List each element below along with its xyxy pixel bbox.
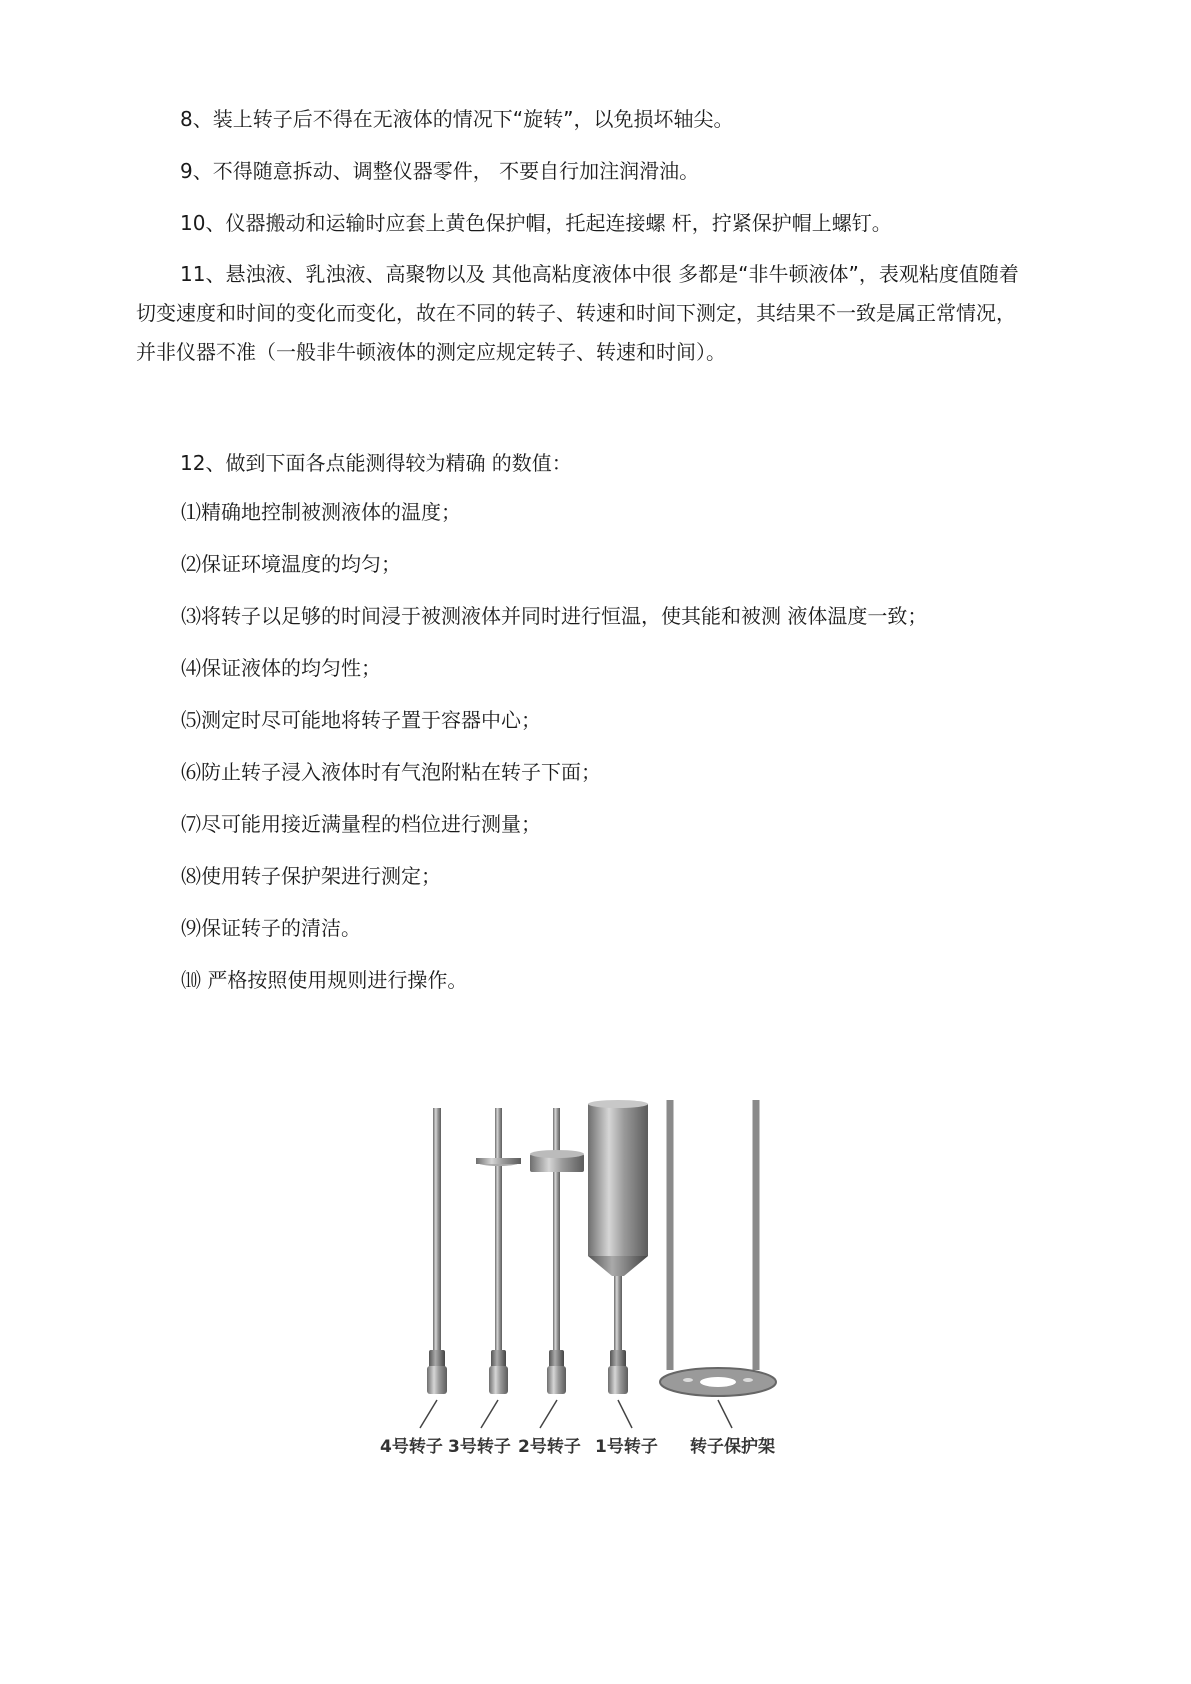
list-item: ⑽ 严格按照使用规则进行操作。 bbox=[181, 968, 468, 992]
label-rotor-2: 2号转子 bbox=[518, 1437, 581, 1457]
rotor-guard-image bbox=[660, 1100, 776, 1396]
list-item: ⑷保证液体的均匀性； bbox=[181, 656, 381, 680]
paragraph-9: 9、不得随意拆动、调整仪器零件， 不要自行加注润滑油。 bbox=[180, 159, 700, 183]
paragraph-10: 10、仪器搬动和运输时应套上黄色保护帽，托起连接螺 杆，拧紧保护帽上螺钉。 bbox=[180, 211, 892, 235]
rotor-figure bbox=[380, 1100, 940, 1520]
label-rotor-guard: 转子保护架 bbox=[690, 1437, 775, 1457]
list-item: ⑹防止转子浸入液体时有气泡附粘在转子下面； bbox=[181, 760, 601, 784]
list-item: ⑶将转子以足够的时间浸于被测液体并同时进行恒温，使其能和被测 液体温度一致； bbox=[181, 604, 928, 628]
rotor-4-image bbox=[427, 1108, 447, 1394]
label-rotor-3: 3号转子 bbox=[448, 1437, 511, 1457]
list-item: ⑸测定时尽可能地将转子置于容器中心； bbox=[181, 708, 541, 732]
paragraph-11: 11、悬浊液、乳浊液、高聚物以及 其他高粘度液体中很 多都是“非牛顿液体”，表观粘度值随着切变速度和时间的变化而变化，故在不同的转子、转速和时间下测定，其结果不一致是属正常情况，并非仪器不准（一般非牛顿液体的测定应规定转子、转速和时间）。 bbox=[136, 262, 1019, 364]
pointer-lines bbox=[420, 1400, 732, 1428]
paragraph-12: 12、做到下面各点能测得较为精确 的数值： bbox=[180, 451, 572, 475]
label-rotor-1: 1号转子 bbox=[595, 1437, 658, 1457]
list-item: ⑼保证转子的清洁。 bbox=[181, 916, 361, 940]
list-item: ⑻使用转子保护架进行测定； bbox=[181, 864, 441, 888]
rotor-3-image bbox=[476, 1108, 521, 1394]
label-rotor-4: 4号转子 bbox=[380, 1437, 443, 1457]
list-item: ⑴精确地控制被测液体的温度； bbox=[181, 500, 461, 524]
rotor-1-image bbox=[588, 1100, 648, 1394]
paragraph-8: 8、装上转子后不得在无液体的情况下“旋转”，以免损坏轴尖。 bbox=[180, 107, 734, 131]
list-item: ⑺尽可能用接近满量程的档位进行测量； bbox=[181, 812, 541, 836]
list-item: ⑵保证环境温度的均匀； bbox=[181, 552, 401, 576]
rotor-2-image bbox=[530, 1108, 584, 1394]
